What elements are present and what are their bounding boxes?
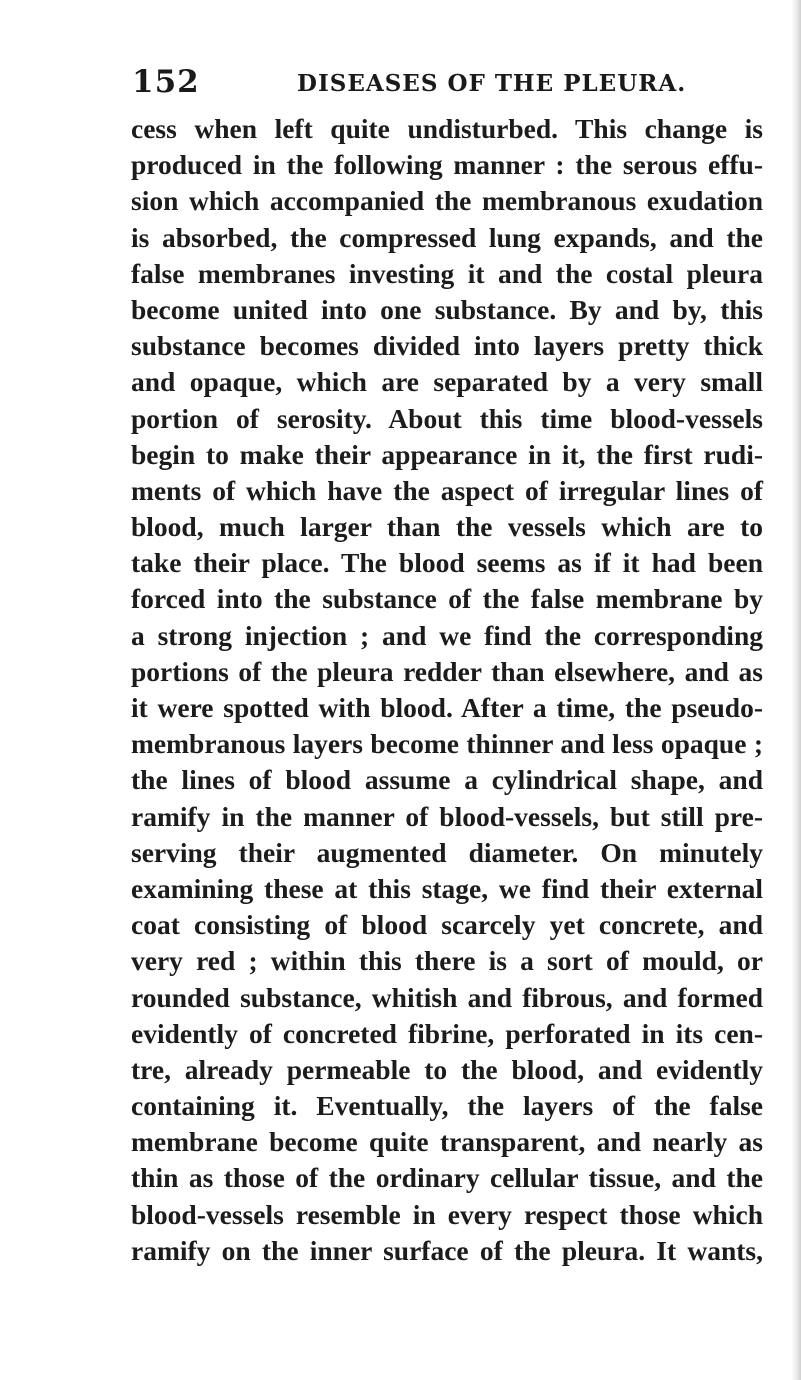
text-line: and opaque, which are separated by a very small (131, 366, 763, 398)
text-line: tre, already permeable to the blood, and evidently (131, 1053, 763, 1085)
text-line: containing it. Eventually, the layers of the false (131, 1090, 763, 1122)
text-line: false membranes investing it and the costal pleura (131, 257, 763, 289)
text-line: a strong injection ; and we find the corresponding (131, 619, 763, 651)
text-line: blood-vessels resemble in every respect those which (131, 1198, 763, 1230)
text-line: portion of serosity. About this time blood-vessels (131, 402, 763, 434)
text-line: produced in the following manner : the serous effu- (131, 149, 763, 181)
text-line: serving their augmented diameter. On minutely (131, 836, 763, 868)
text-line: ramify in the manner of blood-vessels, but still pre- (131, 800, 763, 832)
running-head: DISEASES OF THE PLEURA. (297, 70, 687, 97)
text-line: it were spotted with blood. After a time, the pseudo- (131, 692, 763, 723)
text-line: become united into one substance. By and by, this (131, 293, 763, 325)
text-line: membrane become quite transparent, and nearly as (131, 1126, 763, 1158)
text-line: take their place. The blood seems as if it had been (131, 547, 763, 579)
text-line: substance becomes divided into layers pretty thick (131, 330, 763, 362)
page-number: 152 (132, 64, 200, 100)
text-line: portions of the pleura redder than elsewhere, and as (131, 655, 763, 687)
text-line: blood, much larger than the vessels which are to (131, 511, 763, 543)
text-line: begin to make their appearance in it, the first rudi- (131, 438, 763, 470)
text-line: ments of which have the aspect of irregular lines of (131, 474, 763, 506)
text-line: coat consisting of blood scarcely yet concrete, and (131, 909, 763, 941)
text-line: evidently of concreted fibrine, perforated in its cen- (131, 1017, 763, 1049)
text-line: membranous layers become thinner and less opaque ; (131, 728, 763, 760)
text-line: examining these at this stage, we find their external (131, 872, 763, 904)
text-line: forced into the substance of the false membrane by (131, 583, 763, 615)
text-line: rounded substance, whitish and fibrous, and formed (131, 981, 763, 1013)
page-edge-shadow (791, 0, 801, 1380)
body-text (131, 111, 763, 1269)
text-line: sion which accompanied the membranous exudation (131, 185, 763, 217)
text-line: thin as those of the ordinary cellular tissue, and the (131, 1162, 763, 1194)
text-line: cess when left quite undisturbed. This change is (131, 113, 763, 144)
text-line: ramify on the inner surface of the pleura. It wants, (131, 1234, 763, 1266)
text-line: very red ; within this there is a sort of mould, or (131, 945, 763, 977)
text-line: is absorbed, the compressed lung expands, and the (131, 221, 763, 253)
page-header (132, 64, 752, 100)
text-line: the lines of blood assume a cylindrical shape, and (131, 764, 763, 796)
